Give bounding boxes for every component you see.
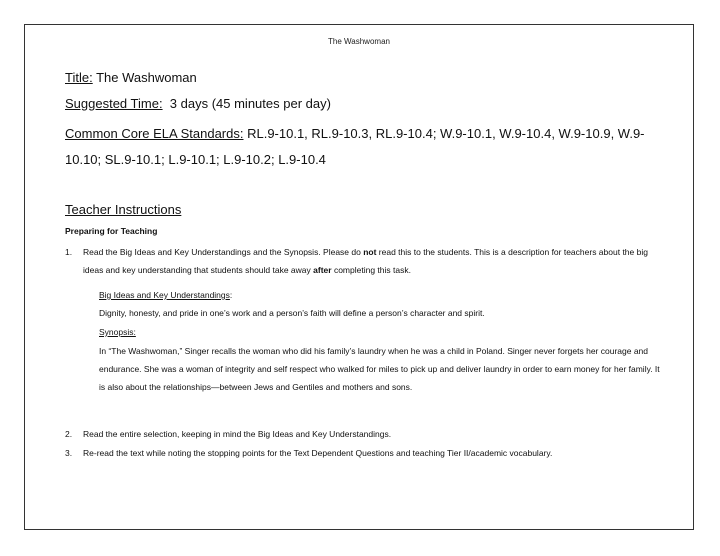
page-header-title: The Washwoman [328,37,390,46]
instruction-number: 1. [65,247,73,257]
standards-value: RL.9-10.1, RL.9-10.3, RL.9-10.4; W.9-10.1, W.9-10.4, W.9-10.9, W.9-10.10; SL.9-10.1; L.9-10.1; L.9-10.2; L.9-10.4 [65,126,645,167]
instruction-item-3 [65,444,665,462]
instruction-text-bold: not [363,247,377,257]
standards-line [65,121,665,173]
preparing-for-teaching-heading: Preparing for Teaching [65,226,158,236]
teacher-instructions-heading: Teacher Instructions [65,202,182,217]
document-page [24,24,694,530]
big-ideas-colon: : [229,290,233,300]
instruction-text-bold: after [313,265,332,275]
synopsis-label: Synopsis: [99,327,136,337]
suggested-time-line [65,95,665,112]
standards-label: Common Core ELA Standards: [65,126,244,141]
big-ideas-text: Dignity, honesty, and pride in one’s work and a person’s faith will define a person’s character and spirit. [99,308,485,318]
instruction-text: Re-read the text while noting the stopping points for the Text Dependent Questions and teaching Tier II/academic vocabulary. [83,448,553,458]
instruction-number: 3. [65,448,73,458]
suggested-time-value: 3 days (45 minutes per day) [162,96,331,111]
instruction-text-part: read this to the students. This is a description for teachers about the big ideas and key understanding that students should take away [83,247,648,275]
instruction-number: 2. [65,429,73,439]
title-value: The Washwoman [92,70,197,85]
big-ideas-label: Big Ideas and Key Understandings [99,290,230,300]
instruction-text [83,243,665,279]
instruction-text-part: completing this task. [331,265,411,275]
big-ideas-heading [99,286,665,304]
instruction-text-part: Read the Big Ideas and Key Understandings and the Synopsis. Please do [83,247,364,257]
instruction-item-1 [65,243,665,279]
synopsis-text: In “The Washwoman,” Singer recalls the woman who did his family’s laundry when he was a child in Poland. Singer never forgets her courage and endurance. She was a woman of integrity and self respect who walked for miles to pick up and deliver laundry in order to earn money for her family. It is also about the relationships—between Jews and Gentiles and mothers and sons. [99,346,660,392]
title-label: Title: [65,70,93,85]
instruction-item-2 [65,425,665,443]
title-line [65,69,665,86]
instruction-text: Read the entire selection, keeping in mind the Big Ideas and Key Understandings. [83,429,392,439]
suggested-time-label: Suggested Time: [65,96,163,111]
